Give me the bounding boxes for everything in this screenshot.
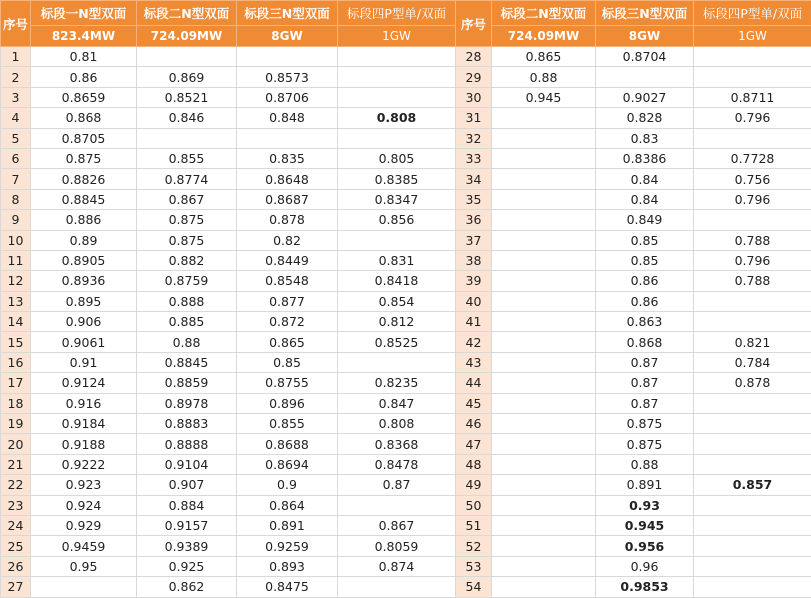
price-cell: 0.864: [237, 495, 338, 515]
price-cell: [338, 352, 456, 372]
price-cell: 0.82: [237, 230, 338, 250]
table-row: [1, 148, 811, 168]
price-cell: 0.907: [137, 475, 237, 495]
price-cell: 0.796: [694, 108, 811, 128]
price-cell: 0.945: [596, 515, 694, 535]
row-index: 6: [1, 148, 31, 168]
row-index: 40: [456, 291, 492, 311]
price-cell: 0.831: [338, 250, 456, 270]
row-index: 13: [1, 291, 31, 311]
index-header-right: 序号: [456, 1, 492, 47]
price-cell: 0.9104: [137, 454, 237, 474]
price-cell: 0.9027: [596, 87, 694, 107]
table-row: [1, 414, 811, 434]
price-cell: 0.878: [237, 210, 338, 230]
price-cell: [492, 291, 596, 311]
price-cell: [492, 189, 596, 209]
row-index: 37: [456, 230, 492, 250]
row-index: 11: [1, 250, 31, 270]
col-capacity-lot3: 8GW: [237, 26, 338, 47]
table-row: [1, 189, 811, 209]
table-row: [1, 495, 811, 515]
table-row: [1, 577, 811, 597]
row-index: 9: [1, 210, 31, 230]
price-cell: [338, 577, 456, 597]
price-cell: [694, 393, 811, 413]
table-row: [1, 556, 811, 576]
price-cell: 0.784: [694, 352, 811, 372]
price-cell: [492, 414, 596, 434]
price-cell: 0.86: [596, 291, 694, 311]
price-cell: 0.8687: [237, 189, 338, 209]
price-cell: 0.87: [596, 373, 694, 393]
price-cell: 0.875: [137, 210, 237, 230]
price-cell: 0.87: [596, 393, 694, 413]
col-title-lot2-right: 标段二N型双面: [492, 1, 596, 26]
table-row: [1, 210, 811, 230]
price-cell: [492, 556, 596, 576]
table-row: [1, 454, 811, 474]
price-cell: 0.8845: [137, 352, 237, 372]
price-cell: 0.848: [237, 108, 338, 128]
row-index: 25: [1, 536, 31, 556]
price-cell: 0.856: [338, 210, 456, 230]
row-index: 51: [456, 515, 492, 535]
col-title-lot4-right: 标段四P型单/双面: [694, 1, 811, 26]
price-cell: [694, 312, 811, 332]
price-cell: [492, 210, 596, 230]
price-cell: 0.796: [694, 189, 811, 209]
table-row: [1, 291, 811, 311]
price-cell: 0.884: [137, 495, 237, 515]
row-index: 17: [1, 373, 31, 393]
table-header: [1, 1, 811, 47]
price-cell: [492, 393, 596, 413]
price-cell: 0.9188: [31, 434, 137, 454]
row-index: 26: [1, 556, 31, 576]
index-header: 序号: [1, 1, 31, 47]
price-cell: [694, 128, 811, 148]
price-cell: [338, 87, 456, 107]
price-cell: 0.8888: [137, 434, 237, 454]
table-row: [1, 393, 811, 413]
price-cell: 0.805: [338, 148, 456, 168]
price-cell: 0.847: [338, 393, 456, 413]
row-index: 7: [1, 169, 31, 189]
row-index: 38: [456, 250, 492, 270]
price-cell: 0.877: [237, 291, 338, 311]
price-cell: 0.9389: [137, 536, 237, 556]
price-cell: 0.8478: [338, 454, 456, 474]
price-cell: 0.8859: [137, 373, 237, 393]
col-title-lot1: 标段一N型双面: [31, 1, 137, 26]
price-cell: [237, 47, 338, 67]
price-cell: 0.8521: [137, 87, 237, 107]
col-title-lot3-right: 标段三N型双面: [596, 1, 694, 26]
row-index: 30: [456, 87, 492, 107]
row-index: 42: [456, 332, 492, 352]
price-cell: [492, 250, 596, 270]
table-row: [1, 434, 811, 454]
row-index: 14: [1, 312, 31, 332]
row-index: 3: [1, 87, 31, 107]
table-row: [1, 108, 811, 128]
table-row: [1, 332, 811, 352]
table-row: [1, 312, 811, 332]
price-cell: 0.878: [694, 373, 811, 393]
table-row: [1, 230, 811, 250]
price-cell: 0.929: [31, 515, 137, 535]
price-cell: 0.956: [596, 536, 694, 556]
price-cell: 0.8368: [338, 434, 456, 454]
price-cell: 0.8548: [237, 271, 338, 291]
price-cell: [338, 230, 456, 250]
price-cell: 0.891: [596, 475, 694, 495]
price-cell: 0.945: [492, 87, 596, 107]
table-row: [1, 352, 811, 372]
price-cell: 0.9124: [31, 373, 137, 393]
row-index: 21: [1, 454, 31, 474]
price-cell: 0.788: [694, 230, 811, 250]
price-cell: 0.8573: [237, 67, 338, 87]
price-cell: [694, 556, 811, 576]
price-cell: 0.885: [137, 312, 237, 332]
price-cell: 0.8235: [338, 373, 456, 393]
price-cell: [492, 169, 596, 189]
col-capacity-lot1: 823.4MW: [31, 26, 137, 47]
price-cell: [694, 210, 811, 230]
price-cell: 0.81: [31, 47, 137, 67]
price-cell: 0.83: [596, 128, 694, 148]
price-cell: 0.8845: [31, 189, 137, 209]
col-capacity-lot2-right: 724.09MW: [492, 26, 596, 47]
row-index: 48: [456, 454, 492, 474]
row-index: 18: [1, 393, 31, 413]
row-index: 33: [456, 148, 492, 168]
col-capacity-lot4-right: 1GW: [694, 26, 811, 47]
price-cell: [492, 271, 596, 291]
price-cell: 0.855: [137, 148, 237, 168]
price-cell: 0.8704: [596, 47, 694, 67]
price-cell: 0.8385: [338, 169, 456, 189]
row-index: 46: [456, 414, 492, 434]
row-index: 31: [456, 108, 492, 128]
price-cell: 0.882: [137, 250, 237, 270]
row-index: 54: [456, 577, 492, 597]
price-cell: 0.86: [31, 67, 137, 87]
price-cell: 0.846: [137, 108, 237, 128]
row-index: 41: [456, 312, 492, 332]
price-cell: [492, 577, 596, 597]
price-cell: 0.85: [596, 230, 694, 250]
price-cell: 0.86: [596, 271, 694, 291]
row-index: 23: [1, 495, 31, 515]
table-row: [1, 475, 811, 495]
price-cell: 0.855: [237, 414, 338, 434]
price-cell: 0.788: [694, 271, 811, 291]
price-cell: 0.8936: [31, 271, 137, 291]
price-cell: 0.8648: [237, 169, 338, 189]
table-row: [1, 515, 811, 535]
price-cell: [492, 373, 596, 393]
price-cell: 0.868: [31, 108, 137, 128]
table-row: [1, 67, 811, 87]
row-index: 32: [456, 128, 492, 148]
price-cell: [694, 515, 811, 535]
price-cell: 0.808: [338, 108, 456, 128]
row-index: 47: [456, 434, 492, 454]
price-cell: [492, 128, 596, 148]
price-cell: [492, 230, 596, 250]
price-cell: 0.88: [137, 332, 237, 352]
table-body: [1, 47, 811, 598]
price-cell: 0.7728: [694, 148, 811, 168]
price-cell: 0.808: [338, 414, 456, 434]
price-cell: 0.9222: [31, 454, 137, 474]
price-cell: [492, 515, 596, 535]
price-cell: 0.8755: [237, 373, 338, 393]
price-cell: 0.8883: [137, 414, 237, 434]
table-row: [1, 271, 811, 291]
price-cell: [492, 332, 596, 352]
row-index: 44: [456, 373, 492, 393]
price-cell: 0.8978: [137, 393, 237, 413]
price-cell: 0.87: [596, 352, 694, 372]
price-cell: 0.812: [338, 312, 456, 332]
price-cell: 0.8905: [31, 250, 137, 270]
price-cell: 0.9259: [237, 536, 338, 556]
price-cell: 0.8711: [694, 87, 811, 107]
row-index: 52: [456, 536, 492, 556]
price-cell: 0.8059: [338, 536, 456, 556]
table-row: [1, 128, 811, 148]
price-cell: 0.796: [694, 250, 811, 270]
table-row: [1, 47, 811, 67]
table-row: [1, 250, 811, 270]
price-cell: 0.857: [694, 475, 811, 495]
price-cell: 0.888: [137, 291, 237, 311]
price-cell: 0.89: [31, 230, 137, 250]
price-cell: [694, 47, 811, 67]
price-cell: 0.925: [137, 556, 237, 576]
col-title-lot4: 标段四P型单/双面: [338, 1, 456, 26]
row-index: 24: [1, 515, 31, 535]
price-cell: 0.821: [694, 332, 811, 352]
row-index: 29: [456, 67, 492, 87]
row-index: 8: [1, 189, 31, 209]
price-cell: [492, 312, 596, 332]
price-cell: 0.891: [237, 515, 338, 535]
price-cell: 0.916: [31, 393, 137, 413]
price-cell: 0.862: [137, 577, 237, 597]
price-cell: 0.88: [596, 454, 694, 474]
price-cell: 0.8705: [31, 128, 137, 148]
table-row: [1, 373, 811, 393]
price-cell: 0.8659: [31, 87, 137, 107]
price-cell: 0.88: [492, 67, 596, 87]
price-cell: 0.95: [31, 556, 137, 576]
price-cell: 0.896: [237, 393, 338, 413]
price-cell: [237, 128, 338, 148]
row-index: 45: [456, 393, 492, 413]
price-cell: 0.8774: [137, 169, 237, 189]
col-capacity-lot2: 724.09MW: [137, 26, 237, 47]
price-cell: 0.8418: [338, 271, 456, 291]
price-cell: 0.8475: [237, 577, 338, 597]
price-cell: [137, 128, 237, 148]
price-cell: [338, 47, 456, 67]
row-index: 22: [1, 475, 31, 495]
price-cell: [492, 475, 596, 495]
price-cell: [31, 577, 137, 597]
price-cell: 0.849: [596, 210, 694, 230]
row-index: 43: [456, 352, 492, 372]
price-cell: [492, 108, 596, 128]
row-index: 5: [1, 128, 31, 148]
row-index: 10: [1, 230, 31, 250]
row-index: 39: [456, 271, 492, 291]
table-row: [1, 87, 811, 107]
row-index: 16: [1, 352, 31, 372]
row-index: 49: [456, 475, 492, 495]
price-cell: [492, 352, 596, 372]
price-cell: [694, 454, 811, 474]
row-index: 27: [1, 577, 31, 597]
price-cell: [137, 47, 237, 67]
price-cell: [596, 67, 694, 87]
price-cell: 0.9157: [137, 515, 237, 535]
price-cell: 0.886: [31, 210, 137, 230]
price-cell: [694, 67, 811, 87]
row-index: 12: [1, 271, 31, 291]
col-title-lot3: 标段三N型双面: [237, 1, 338, 26]
row-index: 36: [456, 210, 492, 230]
price-cell: 0.9: [237, 475, 338, 495]
row-index: 20: [1, 434, 31, 454]
price-cell: 0.8688: [237, 434, 338, 454]
price-cell: 0.85: [596, 250, 694, 270]
price-cell: [338, 67, 456, 87]
price-cell: 0.85: [237, 352, 338, 372]
price-cell: 0.865: [492, 47, 596, 67]
price-cell: 0.875: [596, 414, 694, 434]
price-cell: 0.874: [338, 556, 456, 576]
price-cell: [492, 495, 596, 515]
col-capacity-lot4: 1GW: [338, 26, 456, 47]
price-cell: 0.8525: [338, 332, 456, 352]
price-cell: [694, 536, 811, 556]
row-index: 50: [456, 495, 492, 515]
price-cell: [694, 577, 811, 597]
table-row: [1, 536, 811, 556]
price-cell: 0.8386: [596, 148, 694, 168]
row-index: 53: [456, 556, 492, 576]
price-cell: [492, 434, 596, 454]
price-cell: [694, 291, 811, 311]
price-cell: [694, 414, 811, 434]
col-capacity-lot3-right: 8GW: [596, 26, 694, 47]
price-cell: 0.9853: [596, 577, 694, 597]
price-cell: 0.835: [237, 148, 338, 168]
row-index: 4: [1, 108, 31, 128]
price-cell: 0.8759: [137, 271, 237, 291]
price-cell: 0.865: [237, 332, 338, 352]
price-cell: 0.875: [596, 434, 694, 454]
row-index: 34: [456, 169, 492, 189]
price-cell: 0.828: [596, 108, 694, 128]
price-cell: 0.756: [694, 169, 811, 189]
price-cell: [492, 454, 596, 474]
table-row: [1, 169, 811, 189]
price-cell: 0.8706: [237, 87, 338, 107]
price-cell: [492, 148, 596, 168]
price-cell: 0.9459: [31, 536, 137, 556]
price-cell: 0.8694: [237, 454, 338, 474]
price-cell: 0.96: [596, 556, 694, 576]
price-cell: [338, 128, 456, 148]
col-title-lot2: 标段二N型双面: [137, 1, 237, 26]
price-cell: [694, 434, 811, 454]
row-index: 28: [456, 47, 492, 67]
price-cell: 0.93: [596, 495, 694, 515]
price-cell: 0.863: [596, 312, 694, 332]
price-cell: 0.895: [31, 291, 137, 311]
row-index: 19: [1, 414, 31, 434]
price-cell: 0.872: [237, 312, 338, 332]
price-cell: 0.9184: [31, 414, 137, 434]
price-cell: 0.867: [338, 515, 456, 535]
price-cell: 0.854: [338, 291, 456, 311]
price-cell: 0.875: [137, 230, 237, 250]
price-cell: 0.906: [31, 312, 137, 332]
price-cell: [694, 495, 811, 515]
row-index: 35: [456, 189, 492, 209]
price-cell: [338, 495, 456, 515]
price-cell: 0.875: [31, 148, 137, 168]
price-cell: 0.8449: [237, 250, 338, 270]
price-cell: 0.91: [31, 352, 137, 372]
price-cell: 0.868: [596, 332, 694, 352]
price-cell: 0.8347: [338, 189, 456, 209]
row-index: 15: [1, 332, 31, 352]
row-index: 1: [1, 47, 31, 67]
row-index: 2: [1, 67, 31, 87]
price-cell: 0.84: [596, 169, 694, 189]
price-cell: [492, 536, 596, 556]
price-cell: 0.869: [137, 67, 237, 87]
price-cell: 0.867: [137, 189, 237, 209]
price-cell: 0.8826: [31, 169, 137, 189]
price-cell: 0.923: [31, 475, 137, 495]
price-cell: 0.924: [31, 495, 137, 515]
price-cell: 0.9061: [31, 332, 137, 352]
price-cell: 0.84: [596, 189, 694, 209]
price-cell: 0.87: [338, 475, 456, 495]
price-cell: 0.893: [237, 556, 338, 576]
